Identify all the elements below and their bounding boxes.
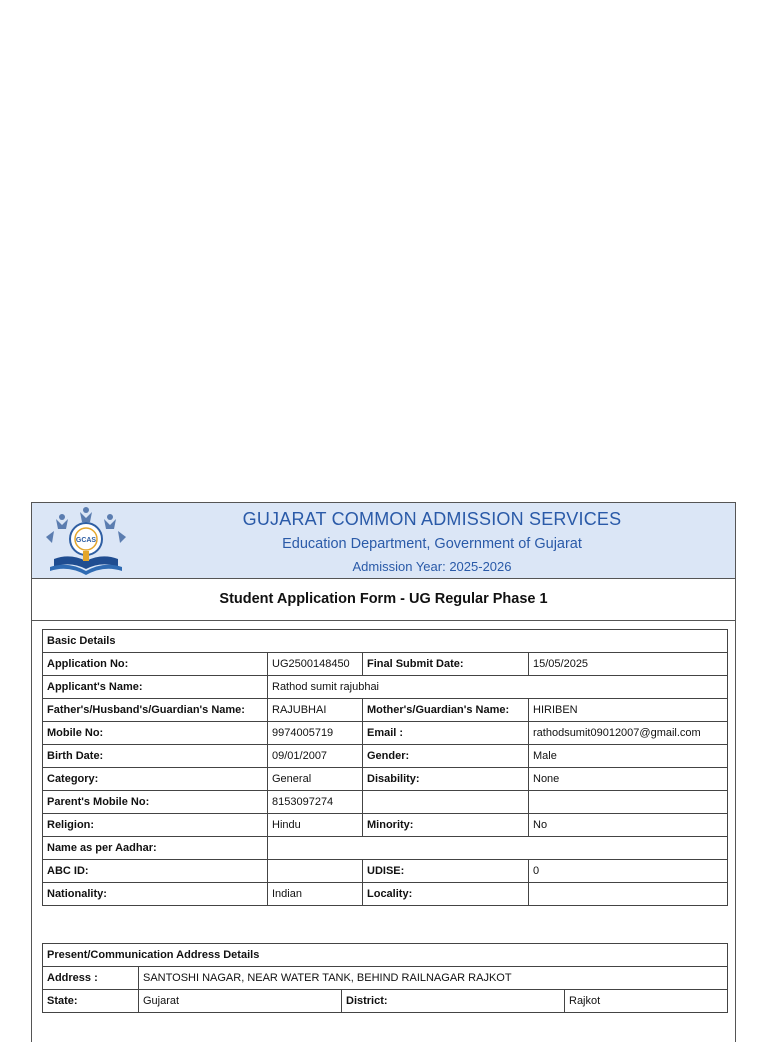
aadhar-name-value <box>268 837 728 860</box>
field-label: Nationality: <box>43 883 268 906</box>
table-row <box>43 860 728 883</box>
field-label: District: <box>342 990 565 1013</box>
table-row <box>43 630 728 653</box>
locality-value <box>529 883 728 906</box>
address-value: SANTOSHI NAGAR, NEAR WATER TANK, BEHIND RAILNAGAR RAJKOT <box>139 967 728 990</box>
basic-details-table <box>42 629 728 906</box>
table-row <box>43 653 728 676</box>
udise-value: 0 <box>529 860 728 883</box>
minority-value: No <box>529 814 728 837</box>
admission-year: Admission Year: 2025-2026 <box>352 559 512 574</box>
mother-name-value: HIRIBEN <box>529 699 728 722</box>
application-form-document <box>31 502 736 1042</box>
org-subtitle: Education Department, Government of Gujarat <box>282 536 582 552</box>
table-row <box>43 699 728 722</box>
gcas-logo-icon <box>40 505 132 577</box>
field-label: ABC ID: <box>43 860 268 883</box>
abc-id-value <box>268 860 363 883</box>
table-row <box>43 814 728 837</box>
form-title: Student Application Form - UG Regular Phase 1 <box>32 579 735 621</box>
field-label: Category: <box>43 768 268 791</box>
field-label: UDISE: <box>363 860 529 883</box>
field-label: Mother's/Guardian's Name: <box>363 699 529 722</box>
table-row <box>43 944 728 967</box>
birth-date-value: 09/01/2007 <box>268 745 363 768</box>
org-title: GUJARAT COMMON ADMISSION SERVICES <box>242 509 622 529</box>
gender-value: Male <box>529 745 728 768</box>
father-name-value: RAJUBHAI <box>268 699 363 722</box>
table-row <box>43 676 728 699</box>
table-row <box>43 722 728 745</box>
applicant-name-value: Rathod sumit rajubhai <box>268 676 728 699</box>
district-value: Rajkot <box>565 990 728 1013</box>
religion-value: Hindu <box>268 814 363 837</box>
field-label: Email : <box>363 722 529 745</box>
table-row <box>43 883 728 906</box>
logo-text: GCAS <box>75 537 97 544</box>
table-row <box>43 791 728 814</box>
field-label: Gender: <box>363 745 529 768</box>
field-label: Application No: <box>43 653 268 676</box>
field-label: Name as per Aadhar: <box>43 837 268 860</box>
table-row <box>43 967 728 990</box>
field-label: Mobile No: <box>43 722 268 745</box>
parent-mobile-value: 8153097274 <box>268 791 363 814</box>
field-label: State: <box>43 990 139 1013</box>
table-row <box>43 837 728 860</box>
field-label: Minority: <box>363 814 529 837</box>
field-label: Locality: <box>363 883 529 906</box>
table-row <box>43 990 728 1013</box>
table-row <box>43 768 728 791</box>
application-no-value: UG2500148450 <box>268 653 363 676</box>
mobile-value: 9974005719 <box>268 722 363 745</box>
table-row <box>43 745 728 768</box>
final-submit-value: 15/05/2025 <box>529 653 728 676</box>
field-label: Applicant's Name: <box>43 676 268 699</box>
state-value: Gujarat <box>139 990 342 1013</box>
disability-value: None <box>529 768 728 791</box>
section-header: Basic Details <box>43 630 728 653</box>
field-label: Disability: <box>363 768 529 791</box>
form-header <box>32 503 735 579</box>
field-label: Parent's Mobile No: <box>43 791 268 814</box>
address-details-table <box>42 943 728 1013</box>
category-value: General <box>268 768 363 791</box>
field-label: Religion: <box>43 814 268 837</box>
empty-cell <box>363 791 529 814</box>
field-label: Father's/Husband's/Guardian's Name: <box>43 699 268 722</box>
field-label: Birth Date: <box>43 745 268 768</box>
field-label: Final Submit Date: <box>363 653 529 676</box>
empty-cell <box>529 791 728 814</box>
section-header: Present/Communication Address Details <box>43 944 728 967</box>
email-value: rathodsumit09012007@gmail.com <box>529 722 728 745</box>
field-label: Address : <box>43 967 139 990</box>
nationality-value: Indian <box>268 883 363 906</box>
